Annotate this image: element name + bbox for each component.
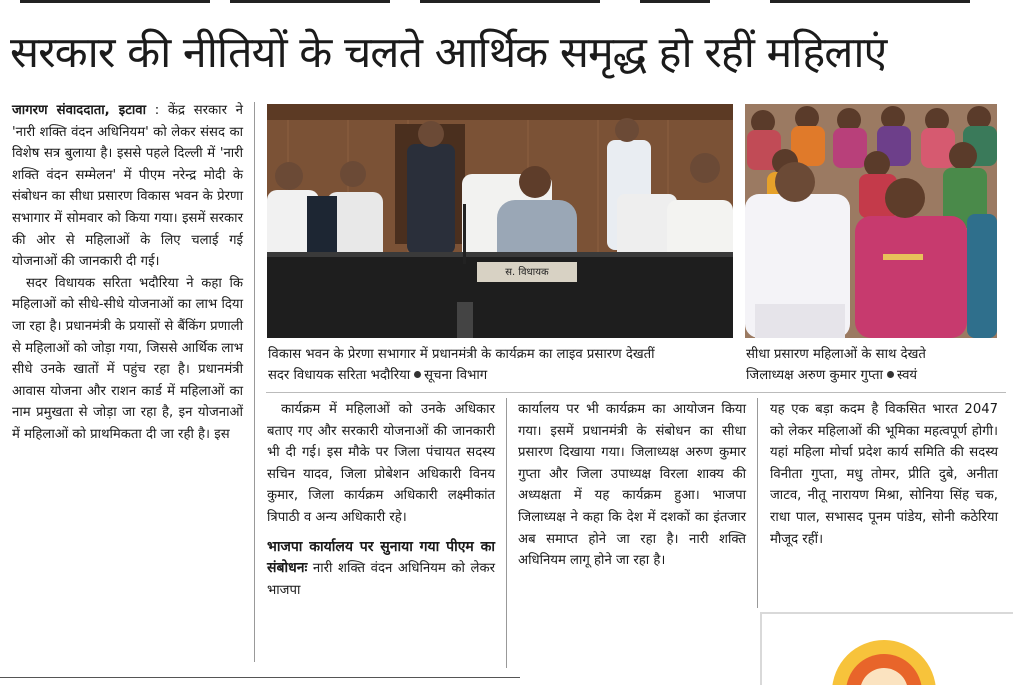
subhead-text: नारी शक्ति वंदन अधिनियम को लेकर भाजपा	[267, 561, 495, 598]
intro-text: केंद्र सरकार ने 'नारी शक्ति वंदन अधिनियम' को लेकर संसद का विशेष सत्र बुलाया है। इससे पहले दिल्ली में 'नारी शक्ति वंदन सम्मेलन' में पीएम नरेन्द्र मोदी के संबोधन का सीधा प्रसारण विकास भवन के प्रेरणा सभागार में सोमवार को किया गया। इसमें सरकार की ओर से महिलाओं के लिए चलाई गई योजनाओं की जानकारी दी गई।	[12, 103, 243, 270]
article-paragraph: कार्यालय पर भी कार्यक्रम का आयोजन किया गया। इसमें प्रधानमंत्री के संबोधन का सीधा प्रसारण दिखाया गया। जिलाध्यक्ष अरुण कुमार गुप्ता और जिला उपाध्यक्ष विरला शाक्य की अध्यक्षता में यह कार्यक्रम हुआ। भाजपा जिलाध्यक्ष ने कहा कि देश में दशकों का इंतजार अब समाप्त होने जा रहा है। नारी शक्ति अधिनियम लागू होने जा रहा है।	[518, 402, 746, 569]
photo-women-audience	[745, 104, 997, 338]
column-divider	[506, 398, 507, 668]
photo2-caption	[746, 344, 1006, 386]
advertisement-box	[760, 612, 1013, 685]
photo1-caption-line1: विकास भवन के प्रेरणा सभागार में प्रधानमंत्री के कार्यक्रम का लाइव प्रसारण देखतीं	[268, 347, 655, 362]
article-column-2	[267, 399, 495, 601]
article-paragraph-with-subhead	[267, 537, 495, 602]
photo1-caption-line2-wrap	[268, 365, 734, 386]
bullet-icon	[414, 371, 421, 378]
article-intro: जागरण संवाददाता, इटावा : केंद्र सरकार ने 'नारी शक्ति वंदन अधिनियम' को लेकर संसद का विशेष सत्र बुलाया है। इससे पहले दिल्ली में 'नारी शक्ति वंदन सम्मेलन' में पीएम नरेन्द्र मोदी के संबोधन का सीधा प्रसारण विकास भवन के प्रेरणा सभागार में सोमवार को किया गया। इसमें सरकार की ओर से महिलाओं के लिए चलाई गई योजनाओं की जानकारी दी गई।	[12, 103, 243, 270]
article-column-4	[770, 399, 998, 550]
caption-divider	[266, 392, 1006, 393]
ad-logo-icon	[762, 614, 1013, 685]
bullet-icon	[887, 371, 894, 378]
photo2-caption-line2: जिलाध्यक्ष अरुण कुमार गुप्ता	[746, 368, 883, 383]
audience-illustration	[745, 104, 997, 338]
meeting-hall-illustration	[267, 104, 733, 338]
photo-meeting-hall	[267, 104, 733, 338]
column-divider	[757, 398, 758, 608]
photo1-credit: सूचना विभाग	[424, 368, 488, 383]
bottom-rule	[0, 677, 520, 678]
article-column-3	[518, 399, 746, 572]
photo1-caption-line2: सदर विधायक सरिता भदौरिया	[268, 368, 411, 383]
dateline: जागरण संवाददाता, इटावा	[12, 103, 147, 118]
previous-story-strip	[0, 0, 1013, 8]
article-column-1	[12, 100, 243, 446]
photo2-credit: स्वयं	[896, 368, 918, 383]
nameplate: स. विधायक	[505, 267, 549, 278]
column-divider	[254, 102, 255, 662]
article-paragraph: यह एक बड़ा कदम है विकसित भारत 2047 को लेकर महिलाओं की भूमिका महत्वपूर्ण होगी। यहां महिला मोर्चा प्रदेश कार्य समिति की सदस्य विनीता गुप्ता, मधु तोमर, प्रीति दुबे, अनीता जाटव, नीतू नारायण मिश्रा, सोनिया सिंह चक, राधा पाल, सभासद पूनम पांडेय, सोनी कठेरिया मौजूद रहीं।	[770, 402, 998, 547]
article-paragraph: कार्यक्रम में महिलाओं को उनके अधिकार बताए गए और सरकारी योजनाओं की जानकारी भी दी गई। इस मौके पर जिला पंचायत सदस्य सचिन यादव, जिला प्रोबेशन अधिकारी विनय कुमार, जिला कार्यक्रम अधिकारी लक्ष्मीकांत त्रिपाठी व अन्य अधिकारी रहे।	[267, 402, 495, 525]
subheading: भाजपा कार्यालय पर सुनाया गया पीएम का संबोधनः	[267, 538, 495, 577]
photo2-caption-line1: सीधा प्रसारण महिलाओं के साथ देखते	[746, 347, 926, 362]
article-paragraph: सदर विधायक सरिता भदौरिया ने कहा कि महिलाओं को सीधे-सीधे योजनाओं का लाभ दिया जा रहा है। प्रधानमंत्री के प्रयासों से बैंकिंग प्रणाली से महिलाओं को जोड़ा गया, जिससे आर्थिक लाभ सीधे उनके खातों में पहुंच रहा है। प्रधानमंत्री आवास योजना और राशन कार्ड में महिलाओं का नाम प्रमुखता से जोड़ा जा रहा है, इन योजनाओं में महिलाओं को प्राथमिकता दी जा रही है। इस	[12, 275, 243, 442]
photo2-caption-line2-wrap	[746, 365, 1006, 386]
photo1-caption	[268, 344, 734, 386]
headline: सरकार की नीतियों के चलते आर्थिक समृद्ध हो रहीं महिलाएं	[10, 28, 887, 78]
